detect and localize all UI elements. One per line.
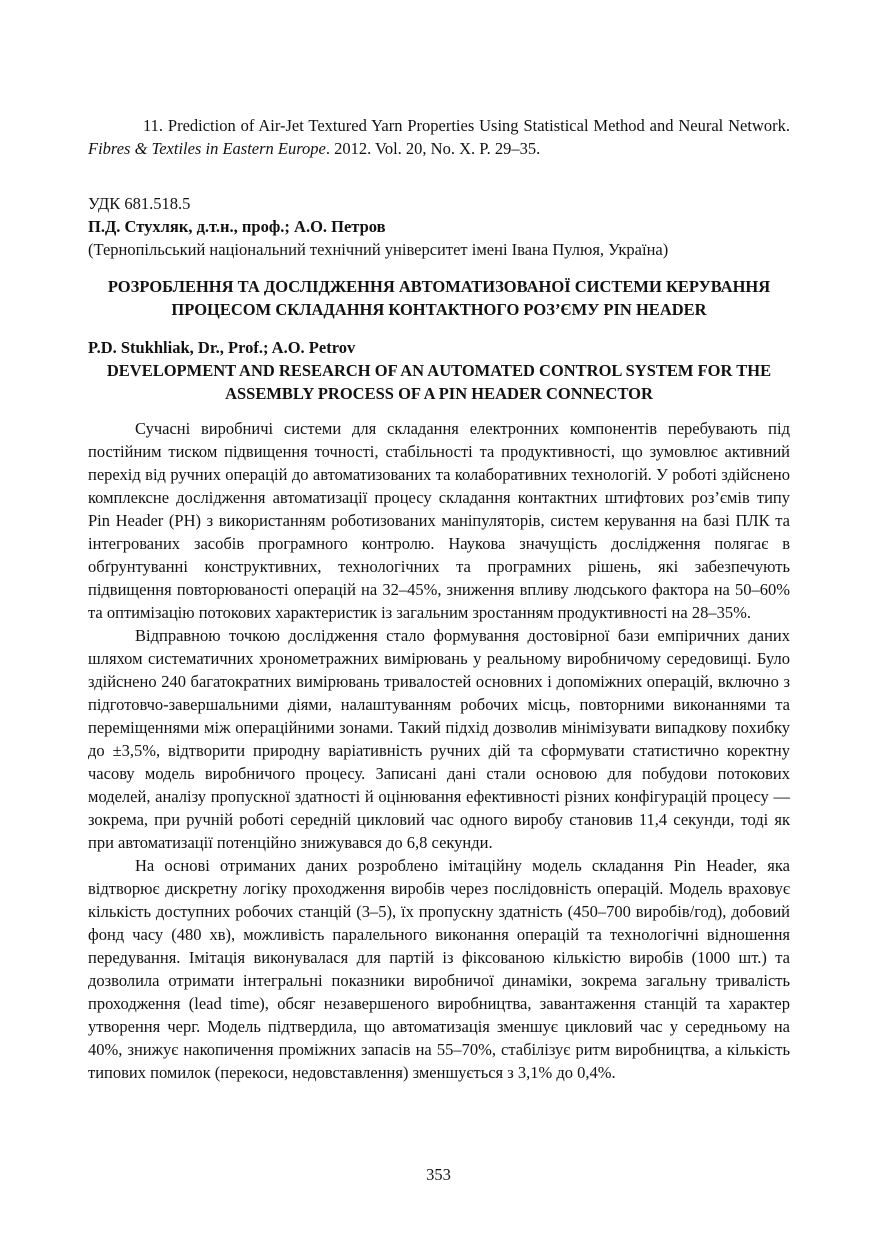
article-meta [88, 192, 790, 261]
reference-text-before: 11. Prediction of Air-Jet Textured Yarn Properties Using Statistical Method and Neural Network. [143, 115, 790, 135]
authors-ukrainian: П.Д. Стухляк, д.т.н., проф.; А.О. Петров [88, 216, 386, 236]
reference-text-after: . 2012. Vol. 20, No. X. P. 29–35. [325, 138, 541, 158]
paragraph-2: Відправною точкою дослідження стало формування достовірної бази емпіричних даних шляхом систематичних хронометражних вимірювань у реальному виробничому середовищі. Було здійснено 240 багатократних вимірювань тривалостей основних і допоміжних операцій, включно з підготовчо-завершальними діями, налаштуванням робочих місць, повторними виконаннями та переміщеннями між операційними зонами. Такий підхід дозволив мінімізувати випадкову похибку до ±3,5%, відтворити природну варіативність ручних дій та сформувати статистично коректну часову модель виробничого процесу. Записані дані стали основою для побудови потокових моделей, аналізу пропускної здатності й оцінювання ефективності різних конфігурацій процесу — зокрема, при ручній роботі середній цикловий час одного виробу становив 11,4 секунди, тоді як при автоматизації потенційно знижувався до 6,8 секунди. [88, 625, 790, 852]
authors-english: P.D. Stukhliak, Dr., Prof.; A.O. Petrov [88, 337, 356, 357]
article-title-english: DEVELOPMENT AND RESEARCH OF AN AUTOMATED CONTROL SYSTEM FOR THE ASSEMBLY PROCESS OF A PIN HEADER CONNECTOR [106, 360, 772, 403]
english-heading-block [88, 336, 790, 405]
paragraph-3: На основі отриманих даних розроблено імітаційну модель складання Pin Header, яка відтворює дискретну логіку проходження виробів через послідовність операцій. Модель враховує кількість доступних робочих станцій (3–5), їх пропускну здатність (450–700 виробів/год), добовий фонд часу (480 хв), можливість паралельного виконання операцій та технологічні відношення передування. Імітація виконувалася для партій із фіксованою кількістю виробів (1000 шт.) та дозволила отримати інтегральні показники виробничої динаміки, зокрема загальну тривалість проходження (lead time), обсяг незавершеного виробництва, завантаження станцій та характер утворення черг. Модель підтвердила, що автоматизація зменшує цикловий час у середньому на 40%, знижує накопичення проміжних запасів на 55–70%, стабілізує ритм виробництва, а кількість типових помилок (перекоси, недовставлення) зменшується з 3,1% до 0,4%. [88, 855, 790, 1082]
article-title-ukrainian: РОЗРОБЛЕННЯ ТА ДОСЛІДЖЕННЯ АВТОМАТИЗОВАНОЇ СИСТЕМИ КЕРУВАННЯ ПРОЦЕСОМ СКЛАДАННЯ КОНТАКТНОГО РОЗ’ЄМУ PIN HEADER [107, 276, 771, 319]
page-number: 353 [426, 1165, 451, 1184]
paragraph-1: Сучасні виробничі системи для складання електронних компонентів перебувають під постійним тиском підвищення точності, стабільності та продуктивності, що зумовлює активний перехід від ручних операцій до автоматизованих та колаборативних технологій. У роботі здійснено комплексне дослідження автоматизації процесу складання контактних штифтових роз’ємів типу Pin Header (PH) з використанням роботизованих маніпуляторів, систем керування на базі ПЛК та інтегрованих засобів програмного контролю. Наукова значущість дослідження полягає в обґрунтуванні конструктивних, технологічних та програмних рішень, які забезпечують підвищення повторюваності операцій на 32–45%, зниження впливу людського фактора на 50–60% та оптимізацію потокових характеристик із загальним зростанням продуктивності на 28–35%. [88, 418, 790, 622]
abstract-body [88, 417, 790, 1084]
reference-item [88, 114, 790, 160]
affiliation: (Тернопільський національний технічний університет імені Івана Пулюя, Україна) [88, 239, 669, 259]
reference-journal-title: Fibres & Textiles in Eastern Europe [88, 138, 326, 158]
udk-code: УДК 681.518.5 [88, 193, 191, 213]
